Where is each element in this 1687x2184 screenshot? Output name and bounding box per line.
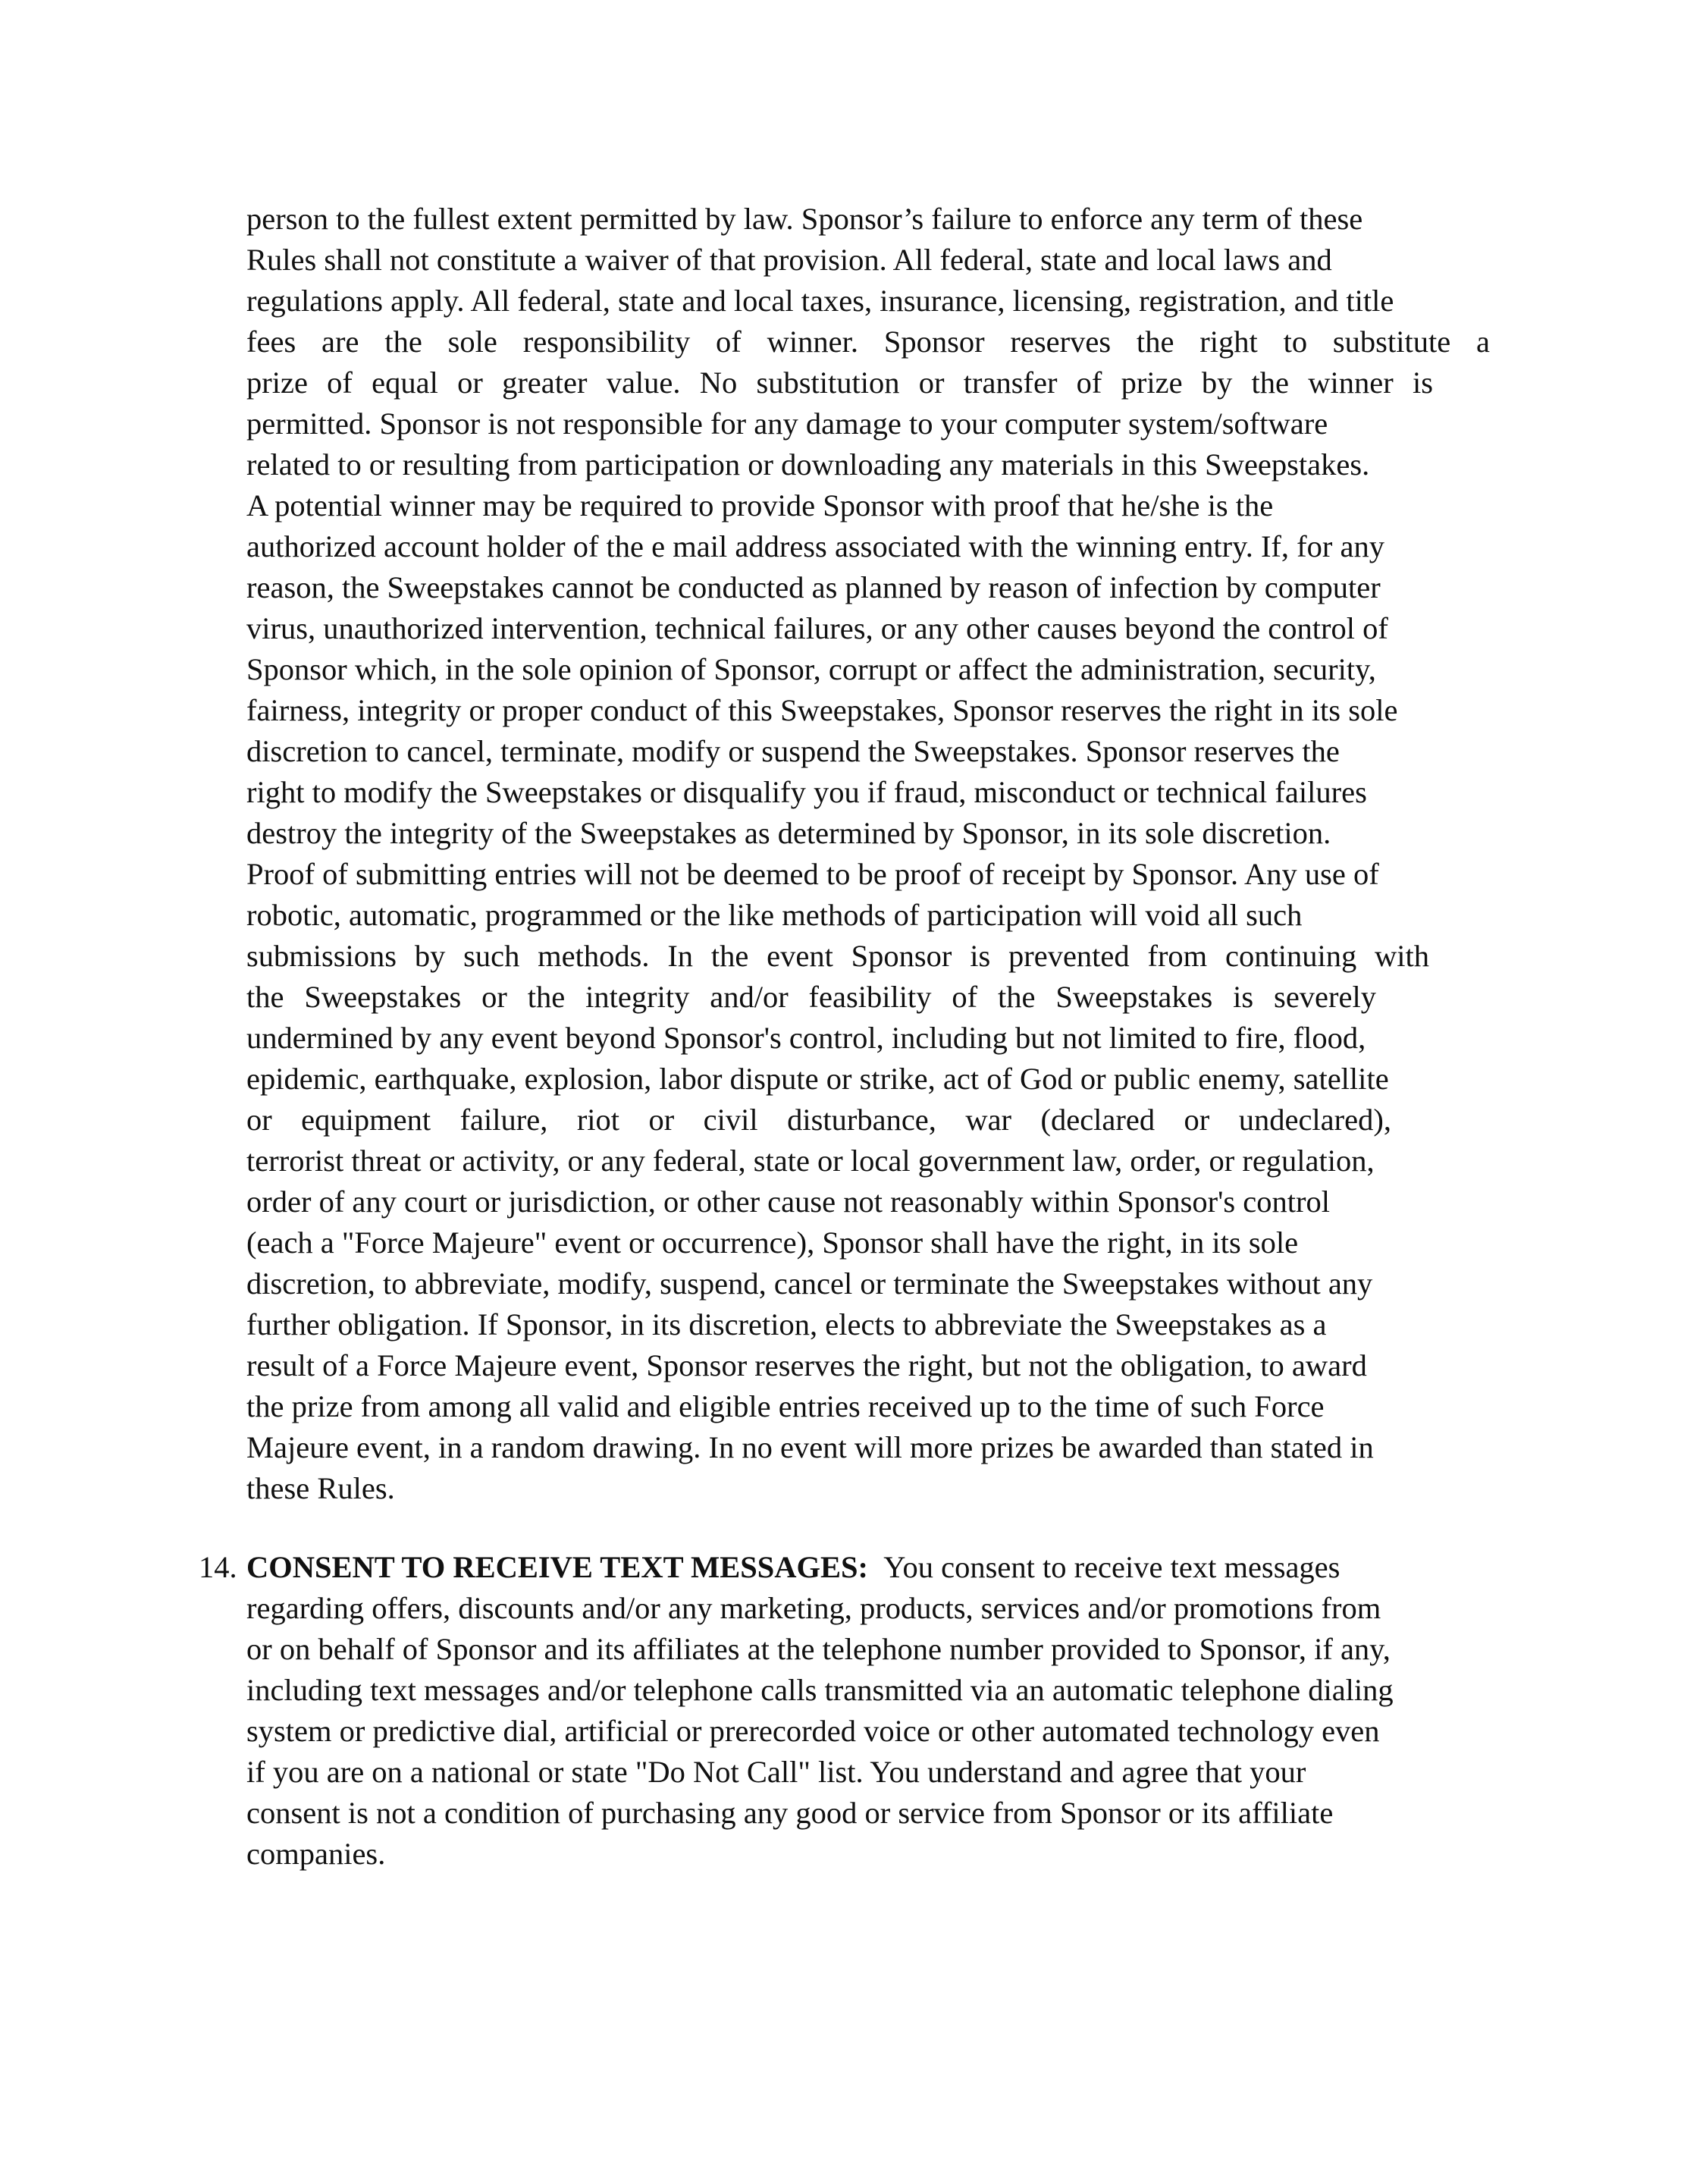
paragraph-line: fees are the sole responsibility of winner. Sponsor reserves the right to substitute a [246, 325, 1490, 359]
paragraph-line: virus, unauthorized intervention, technical failures, or any other causes beyond the control of [246, 611, 1388, 645]
paragraph-line: if you are on a national or state "Do Not Call" list. You understand and agree that your [246, 1755, 1306, 1789]
paragraph-line: authorized account holder of the e mail address associated with the winning entry. If, for any [246, 529, 1384, 563]
paragraph-line: related to or resulting from participation or downloading any materials in this Sweepstakes. [246, 447, 1370, 482]
paragraph-line: right to modify the Sweepstakes or disqualify you if fraud, misconduct or technical failures [246, 775, 1367, 809]
paragraph-line: reason, the Sweepstakes cannot be conducted as planned by reason of infection by computer [246, 570, 1381, 604]
paragraph-line: regarding offers, discounts and/or any marketing, products, services and/or promotions from [246, 1591, 1381, 1625]
paragraph-line: person to the fullest extent permitted by law. Sponsor’s failure to enforce any term of these [246, 202, 1363, 236]
paragraph-line: Rules shall not constitute a waiver of that provision. All federal, state and local laws and [246, 243, 1332, 277]
paragraph-line: or equipment failure, riot or civil disturbance, war (declared or undeclared), [246, 1103, 1391, 1137]
paragraph-line: or on behalf of Sponsor and its affiliates at the telephone number provided to Sponsor, if any, [246, 1632, 1391, 1666]
paragraph-line: the prize from among all valid and eligible entries received up to the time of such Force [246, 1389, 1325, 1423]
paragraph-line: prize of equal or greater value. No substitution or transfer of prize by the winner is [246, 366, 1433, 400]
paragraph-line: fairness, integrity or proper conduct of this Sweepstakes, Sponsor reserves the right in its sole [246, 693, 1398, 727]
paragraph-line: Proof of submitting entries will not be deemed to be proof of receipt by Sponsor. Any use of [246, 857, 1379, 891]
paragraph-line: these Rules. [246, 1471, 395, 1505]
rules-continuation-paragraph [246, 199, 1490, 1509]
paragraph-line: submissions by such methods. In the event Sponsor is prevented from continuing with [246, 939, 1429, 973]
paragraph-line: regulations apply. All federal, state and local taxes, insurance, licensing, registration, and title [246, 284, 1394, 318]
section-number: 14. [199, 1550, 237, 1584]
paragraph-line: order of any court or jurisdiction, or other cause not reasonably within Sponsor's control [246, 1185, 1330, 1219]
paragraph-line: further obligation. If Sponsor, in its discretion, elects to abbreviate the Sweepstakes as a [246, 1307, 1327, 1341]
paragraph-line: destroy the integrity of the Sweepstakes as determined by Sponsor, in its sole discretion. [246, 816, 1331, 850]
paragraph-line: the Sweepstakes or the integrity and/or feasibility of the Sweepstakes is severely [246, 980, 1376, 1014]
section-14-body [246, 1547, 1490, 1875]
section-heading: CONSENT TO RECEIVE TEXT MESSAGES: [246, 1550, 869, 1584]
paragraph-line: companies. [246, 1837, 386, 1871]
paragraph-line: A potential winner may be required to provide Sponsor with proof that he/she is the [246, 488, 1274, 522]
paragraph-line: terrorist threat or activity, or any federal, state or local government law, order, or regulation, [246, 1144, 1375, 1178]
paragraph-line: undermined by any event beyond Sponsor's control, including but not limited to fire, flood, [246, 1021, 1366, 1055]
paragraph-line: discretion to cancel, terminate, modify or suspend the Sweepstakes. Sponsor reserves the [246, 734, 1340, 768]
paragraph-line: consent is not a condition of purchasing any good or service from Sponsor or its affiliate [246, 1796, 1334, 1830]
section-first-line [246, 1547, 1490, 1588]
paragraph-line: Sponsor which, in the sole opinion of Sponsor, corrupt or affect the administration, security, [246, 652, 1376, 686]
paragraph-line: robotic, automatic, programmed or the like methods of participation will void all such [246, 898, 1303, 932]
section-first-line-text: You consent to receive text messages [883, 1550, 1341, 1584]
paragraph-line: result of a Force Majeure event, Sponsor reserves the right, but not the obligation, to award [246, 1348, 1367, 1382]
paragraph-line: (each a "Force Majeure" event or occurrence), Sponsor shall have the right, in its sole [246, 1225, 1299, 1260]
paragraph-line: system or predictive dial, artificial or prerecorded voice or other automated technology even [246, 1714, 1380, 1748]
paragraph-line: discretion, to abbreviate, modify, suspend, cancel or terminate the Sweepstakes without any [246, 1266, 1373, 1301]
paragraph-line: permitted. Sponsor is not responsible for any damage to your computer system/software [246, 406, 1328, 441]
paragraph-line: Majeure event, in a random drawing. In no event will more prizes be awarded than stated in [246, 1430, 1374, 1464]
paragraph-line: including text messages and/or telephone calls transmitted via an automatic telephone dialing [246, 1673, 1394, 1707]
paragraph-line: epidemic, earthquake, explosion, labor dispute or strike, act of God or public enemy, satellite [246, 1062, 1389, 1096]
